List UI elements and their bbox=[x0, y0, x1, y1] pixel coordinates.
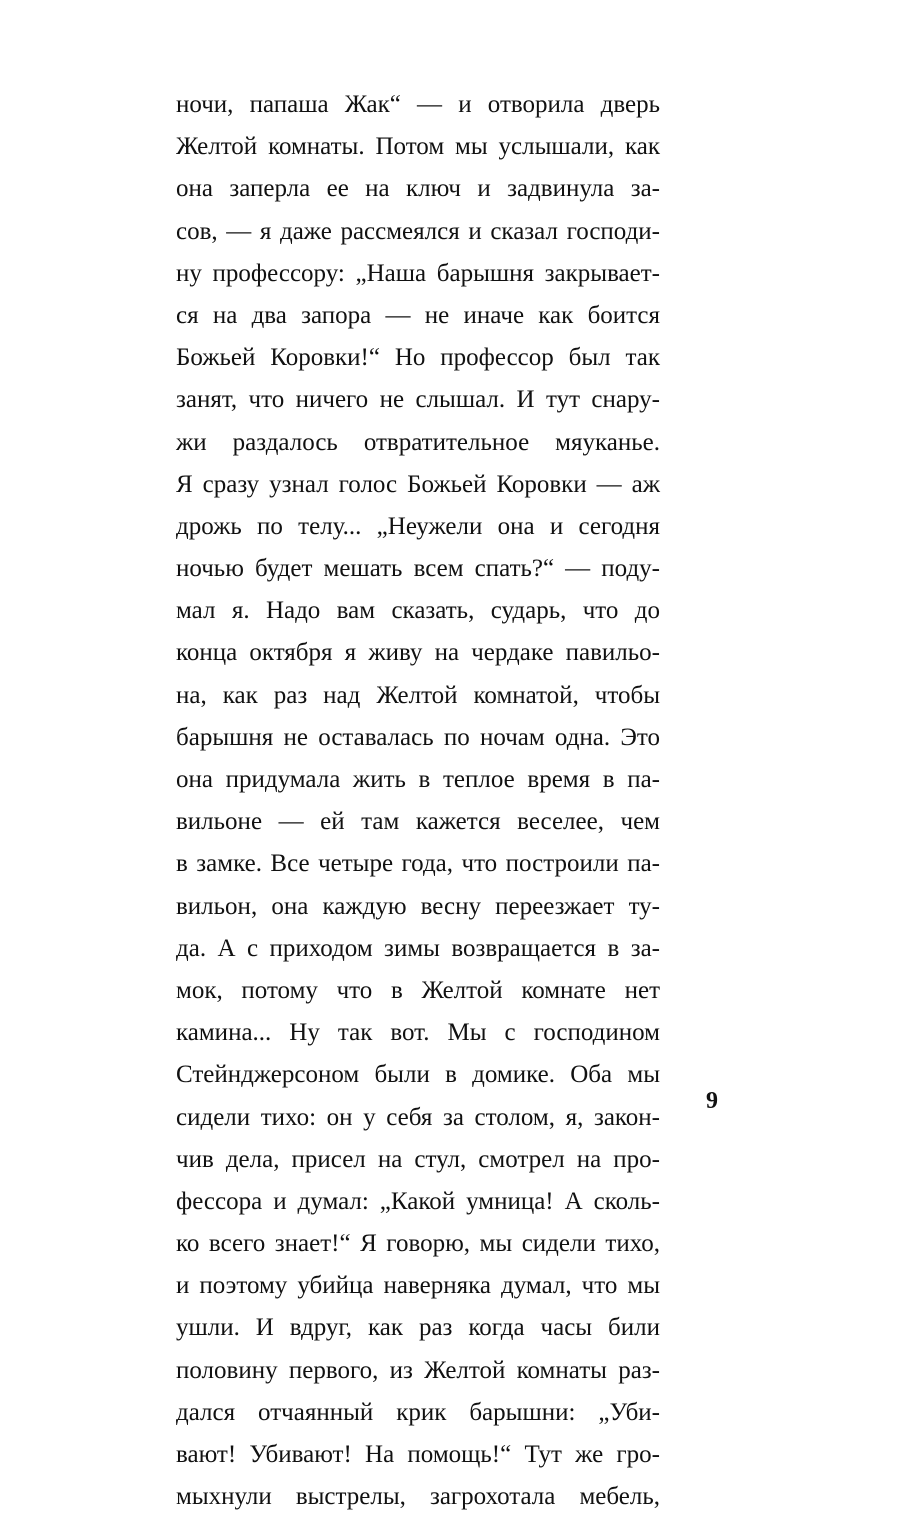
text-line: ся на два запора — не иначе как боится bbox=[176, 301, 660, 329]
text-line: мыхнули выстрелы, загрохотала мебель, bbox=[176, 1483, 660, 1511]
text-line: ко всего знает!“ Я говорю, мы сидели тихо, bbox=[176, 1230, 660, 1258]
text-line: мок, потому что в Желтой комнате нет bbox=[176, 976, 660, 1004]
text-line: чив дела, присел на стул, смотрел на про- bbox=[176, 1145, 660, 1173]
text-line: Стейнджерсоном были в домике. Оба мы bbox=[176, 1061, 660, 1089]
text-line: жи раздалось отвратительное мяуканье. bbox=[176, 428, 660, 456]
text-line: Божьей Коровки!“ Но профессор был так bbox=[176, 344, 660, 372]
text-line: вильоне — ей там кажется веселее, чем bbox=[176, 808, 660, 836]
text-line: и поэтому убийца наверняка думал, что мы bbox=[176, 1272, 660, 1300]
text-line: мал я. Надо вам сказать, сударь, что до bbox=[176, 597, 660, 625]
text-line: занят, что ничего не слышал. И тут снару- bbox=[176, 386, 660, 414]
text-line: ночью будет мешать всем спать?“ — поду- bbox=[176, 555, 660, 583]
text-line: да. А с приходом зимы возвращается в за- bbox=[176, 934, 660, 962]
text-line: половину первого, из Желтой комнаты раз- bbox=[176, 1356, 660, 1384]
text-line: она заперла ее на ключ и задвинула за- bbox=[176, 175, 660, 203]
text-line: Я сразу узнал голос Божьей Коровки — аж bbox=[176, 470, 660, 498]
page-number: 9 bbox=[706, 1088, 718, 1114]
text-line: вильон, она каждую весну переезжает ту- bbox=[176, 892, 660, 920]
text-line: дрожь по телу... „Неужели она и сегодня bbox=[176, 512, 660, 540]
text-line: Желтой комнаты. Потом мы услышали, как bbox=[176, 133, 660, 161]
text-line: фессора и думал: „Какой умница! А сколь- bbox=[176, 1187, 660, 1215]
text-line: она придумала жить в теплое время в па- bbox=[176, 766, 660, 793]
text-line: сидели тихо: он у себя за столом, я, закон- bbox=[176, 1103, 660, 1131]
text-line: на, как раз над Желтой комнатой, чтобы bbox=[176, 681, 660, 709]
body-text bbox=[176, 84, 660, 1518]
text-line: ушли. И вдруг, как раз когда часы били bbox=[176, 1314, 660, 1342]
text-line: сов, — я даже рассмеялся и сказал господи- bbox=[176, 217, 660, 245]
text-line: ночи, папаша Жак“ — и отворила дверь bbox=[176, 91, 660, 118]
text-line: барышня не оставалась по ночам одна. Это bbox=[176, 723, 660, 751]
text-line: ну профессору: „Наша барышня закрывает- bbox=[176, 259, 660, 287]
text-line: вают! Убивают! На помощь!“ Тут же гро- bbox=[176, 1441, 660, 1468]
text-line: камина... Ну так вот. Мы с господином bbox=[176, 1019, 660, 1047]
text-line: дался отчаянный крик барышни: „Уби- bbox=[176, 1398, 660, 1426]
text-line: конца октября я живу на чердаке павильо- bbox=[176, 639, 660, 667]
text-line: в замке. Все четыре года, что построили па- bbox=[176, 850, 660, 878]
